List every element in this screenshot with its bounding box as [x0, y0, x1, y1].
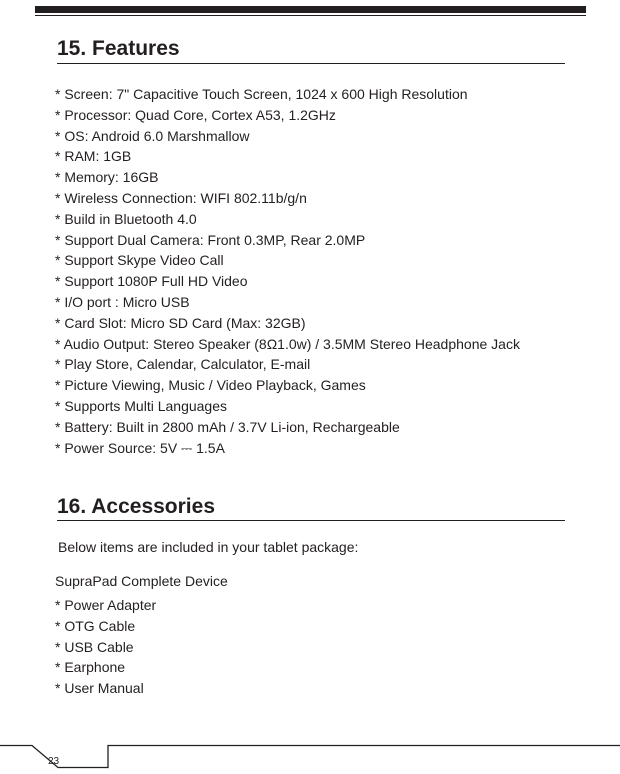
feature-item-apps: * Play Store, Calendar, Calculator, E-mail	[55, 356, 311, 373]
accessory-item-earphone: * Earphone	[55, 659, 126, 676]
feature-item-audio: * Audio Output: Stereo Speaker (8Ω1.0w) / 3.5MM Stereo Headphone Jack	[55, 335, 520, 352]
feature-item-ram: * RAM: 1GB	[55, 148, 132, 165]
feature-item-screen: * Screen: 7" Capacitive Touch Screen, 1024 x 600 High Resolution	[55, 86, 468, 102]
feature-item-video: * Support 1080P Full HD Video	[55, 273, 248, 290]
feature-item-bluetooth: * Build in Bluetooth 4.0	[55, 210, 197, 227]
page-number: 23	[48, 756, 60, 767]
accessory-item-otg-cable: * OTG Cable	[55, 617, 136, 634]
feature-item-card-slot: * Card Slot: Micro SD Card (Max: 32GB)	[55, 314, 306, 331]
accessories-heading-rule	[57, 520, 565, 521]
feature-item-wireless: * Wireless Connection: WIFI 802.11b/g/n	[55, 189, 307, 206]
header-rule	[35, 15, 586, 16]
footer-tab-line	[0, 742, 620, 774]
feature-item-camera: * Support Dual Camera: Front 0.3MP, Rear 2.0MP	[55, 231, 366, 248]
accessories-heading: 16. Accessories	[57, 495, 216, 518]
features-heading-rule	[57, 63, 565, 64]
features-heading: 15. Features	[57, 37, 180, 60]
accessories-intro: Below items are included in your tablet package:	[58, 539, 359, 555]
feature-item-media: * Picture Viewing, Music / Video Playback, Games	[55, 377, 366, 394]
accessory-item-usb-cable: * USB Cable	[55, 638, 134, 655]
accessory-item-user-manual: * User Manual	[55, 680, 144, 697]
accessories-device: SupraPad Complete Device	[55, 573, 228, 589]
feature-item-io-port: * I/O port : Micro USB	[55, 293, 190, 310]
feature-item-memory: * Memory: 16GB	[55, 169, 159, 186]
feature-item-languages: * Supports Multi Languages	[55, 397, 227, 414]
features-list	[55, 84, 520, 458]
feature-item-processor: * Processor: Quad Core, Cortex A53, 1.2GHz	[55, 106, 336, 123]
feature-item-skype: * Support Skype Video Call	[55, 252, 224, 269]
accessories-list	[55, 595, 156, 699]
feature-item-os: * OS: Android 6.0 Marshmallow	[55, 127, 250, 144]
header-bar	[35, 6, 586, 13]
feature-item-battery: * Battery: Built in 2800 mAh / 3.7V Li-ion, Rechargeable	[55, 418, 400, 435]
feature-item-power: * Power Source: 5V ⎓ 1.5A	[55, 439, 225, 456]
accessory-item-power-adapter: * Power Adapter	[55, 597, 157, 613]
